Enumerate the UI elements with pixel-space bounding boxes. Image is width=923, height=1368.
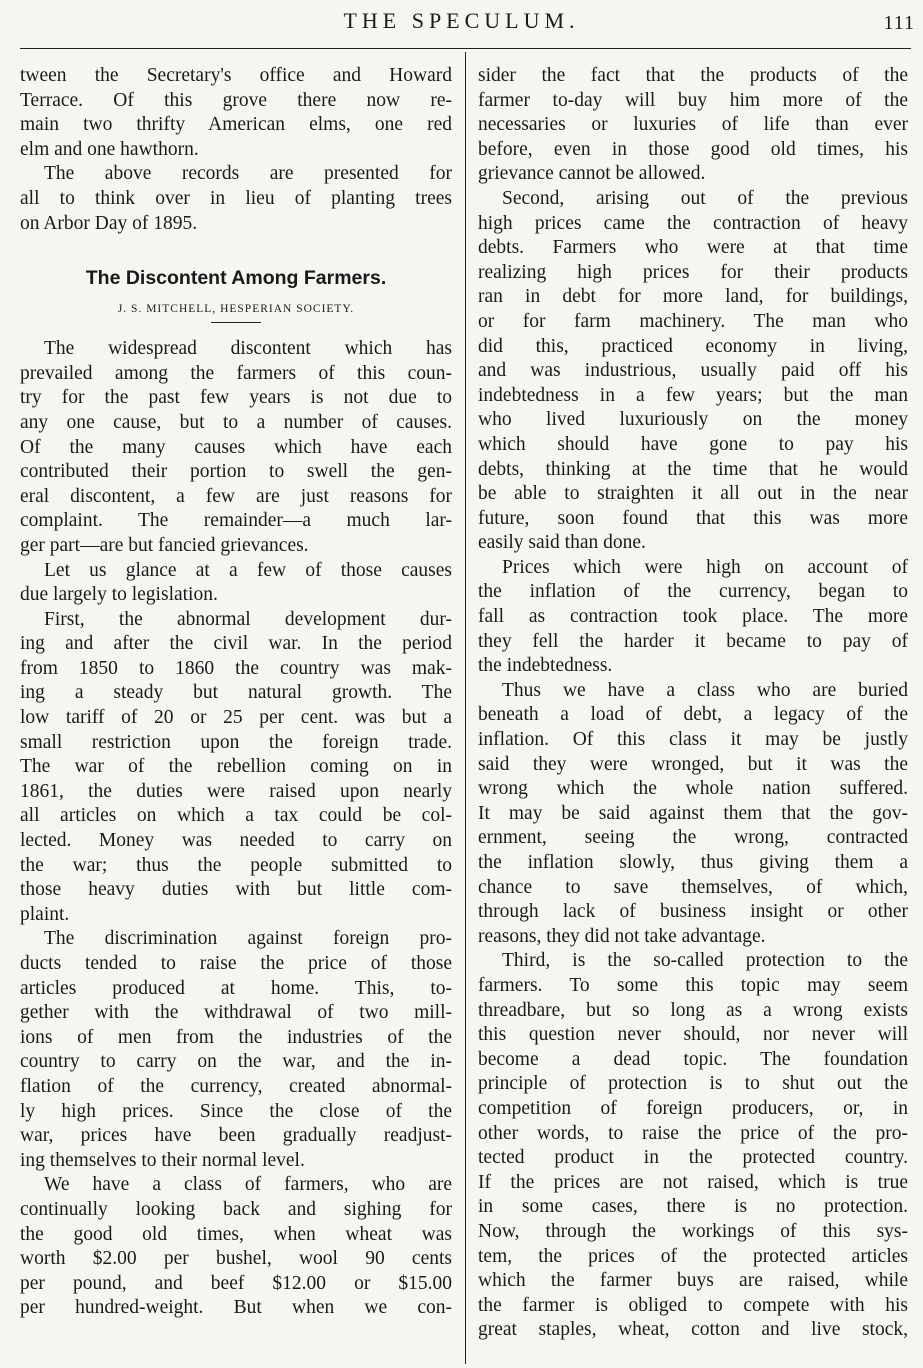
text-line: ing and after the civil war. In the period [20,633,452,655]
text-line: gether with the withdrawal of two mill- [20,1002,452,1024]
text-line: We have a class of farmers, who are [44,1174,452,1196]
text-line: tem, the prices of the protected articles [478,1245,908,1267]
text-line: fall as contraction took place. The more [478,606,908,628]
text-line: be able to straighten it all out in the near [478,483,908,505]
text-line: the farmer is obliged to compete with his [478,1294,908,1316]
text-line: inflation. Of this class it may be justly [478,729,908,751]
text-line: Now, through the workings of this sys- [478,1220,908,1242]
text-line: ger part—are but fancied grievances. [20,534,309,556]
text-line: complaint. The remainder—a much lar- [20,510,452,532]
text-line: low tariff of 20 or 25 per cent. was but a [20,707,452,729]
text-line: eral discontent, a few are just reasons for [20,485,452,507]
text-line: ing a steady but natural growth. The [20,682,452,704]
text-line: on Arbor Day of 1895. [20,212,198,234]
text-line: It may be said against them that the gov- [478,802,908,824]
text-line: indebtedness in a few years; but the man [478,384,908,406]
text-line: farmer to-day will buy him more of the [478,89,908,111]
text-line: The discrimination against foreign pro- [44,928,452,950]
text-line: they fell the harder it became to pay of [478,630,908,652]
text-line: ducts tended to raise the price of those [20,953,452,974]
text-line: tween the Secretary's office and Howard [20,65,452,86]
text-line: ions of men from the industries of the [20,1026,452,1048]
text-line: debts, thinking at the time that he would [478,458,908,480]
text-line: this question never should, nor never will [478,1024,908,1046]
text-line: any one cause, but to a number of causes. [20,411,452,433]
text-line: farmers. To some this topic may seem [478,974,908,996]
text-line: principle of protection is to shut out the [478,1073,908,1095]
text-line: the good old times, when wheat was [20,1223,452,1245]
text-line: those heavy duties with but little com- [20,879,452,901]
column-divider [465,52,466,1364]
text-line: lected. Money was needed to carry on [20,830,452,852]
text-line: beneath a load of debt, a legacy of the [478,704,908,726]
text-line: per pound, and beef $12.00 or $15.00 [20,1272,452,1294]
text-line: in some cases, there is no protection. [478,1196,908,1218]
text-line: Prices which were high on account of [502,556,908,578]
text-line: other words, to raise the price of the pro- [478,1122,908,1144]
left-column [20,64,452,1321]
text-line: Let us glance at a few of those causes [44,559,452,581]
text-line: the inflation slowly, thus giving them a [478,852,908,873]
text-line: 1861, the duties were raised upon nearly [20,780,452,802]
text-line: If the prices are not raised, which is true [478,1171,908,1193]
text-line: future, soon found that this was more [478,507,908,529]
header-rule [20,48,911,49]
text-line: before, even in those good old times, his [478,138,908,160]
text-line: prevailed among the farmers of this coun- [20,362,452,384]
text-line: easily said than done. [478,532,646,554]
text-line: Thus we have a class who are buried [502,679,908,701]
text-line: reasons, they did not take advantage. [478,925,766,947]
text-line: the indebtedness. [478,655,613,677]
text-line: high prices came the contraction of heavy [478,212,908,234]
text-line: which the farmer buys are raised, while [478,1270,908,1292]
text-line: all articles on which a tax could be col- [20,805,452,827]
article-byline: J. S. MITCHELL, HESPERIAN SOCIETY. [117,303,355,316]
page-header [0,0,923,52]
text-line: per hundred-weight. But when we con- [20,1297,452,1319]
text-line: chance to save themselves, of which, [478,876,908,898]
text-line: try for the past few years is not due to [20,387,452,409]
text-line: debts. Farmers who were at that time [478,237,908,259]
text-line: continually looking back and sighing for [20,1198,452,1220]
text-line: war, prices have been gradually readjust- [20,1125,452,1147]
text-line: ernment, seeing the wrong, contracted [478,827,908,849]
text-line: competition of foreign producers, or, in [478,1097,908,1119]
text-line: country to carry on the war, and the in- [20,1051,452,1073]
text-line: the war; thus the people submitted to [20,854,452,876]
text-line: flation of the currency, created abnormal- [20,1075,452,1097]
right-column [478,64,908,1343]
text-line: tected product in the protected country. [478,1147,908,1169]
text-line: due largely to legislation. [20,584,218,606]
text-line: Second, arising out of the previous [502,187,908,209]
text-line: ly high prices. Since the close of the [20,1100,452,1122]
text-line: become a dead topic. The foundation [478,1048,908,1070]
text-line: threadbare, but so long as a wrong exists [478,999,908,1021]
text-line: sider the fact that the products of the [478,65,908,86]
text-line: who lived luxuriously on the money [478,409,908,431]
article-title: The Discontent Among Farmers. [85,267,387,290]
text-line: did this, practiced economy in living, [478,335,908,357]
text-line: and was industrious, usually paid off his [478,360,908,382]
text-line: all to think over in lieu of planting trees [20,187,452,209]
text-line: necessaries or luxuries of life than ever [478,114,908,136]
text-line: small restriction upon the foreign trade. [20,731,452,753]
text-line: plaint. [20,903,70,925]
text-line: main two thrifty American elms, one red [20,114,452,136]
text-line: ing themselves to their normal level. [20,1149,305,1171]
text-line: or for farm machinery. The man who [478,310,908,332]
text-line: great staples, wheat, cotton and live stock, [478,1319,908,1341]
text-line: Of the many causes which have each [20,436,452,458]
text-line: grievance cannot be allowed. [478,163,706,185]
text-line: wrong which the whole nation suffered. [478,778,908,800]
text-line: The war of the rebellion coming on in [20,756,452,778]
text-line: contributed their portion to swell the gen- [20,461,452,483]
text-line: realizing high prices for their products [478,261,908,283]
text-line: the inflation of the currency, began to [478,581,908,603]
text-line: The above records are presented for [44,163,452,185]
text-line: which should have gone to pay his [478,433,908,455]
text-line: articles produced at home. This, to- [20,977,452,999]
text-line: Terrace. Of this grove there now re- [20,89,452,111]
text-line: ran in debt for more land, for buildings, [478,286,908,308]
text-line: from 1850 to 1860 the country was mak- [20,657,452,679]
text-line: elm and one hawthorn. [20,138,199,160]
text-line: First, the abnormal development dur- [44,608,452,630]
journal-title: THE SPECULUM. [343,8,580,33]
text-line: worth $2.00 per bushel, wool 90 cents [20,1248,452,1270]
text-line: The widespread discontent which has [44,338,452,360]
text-line: Third, is the so-called protection to the [502,950,908,972]
text-line: through lack of business insight or other [478,901,908,923]
page-number: 111 [883,12,915,34]
text-line: said they were wronged, but it was the [478,753,908,775]
